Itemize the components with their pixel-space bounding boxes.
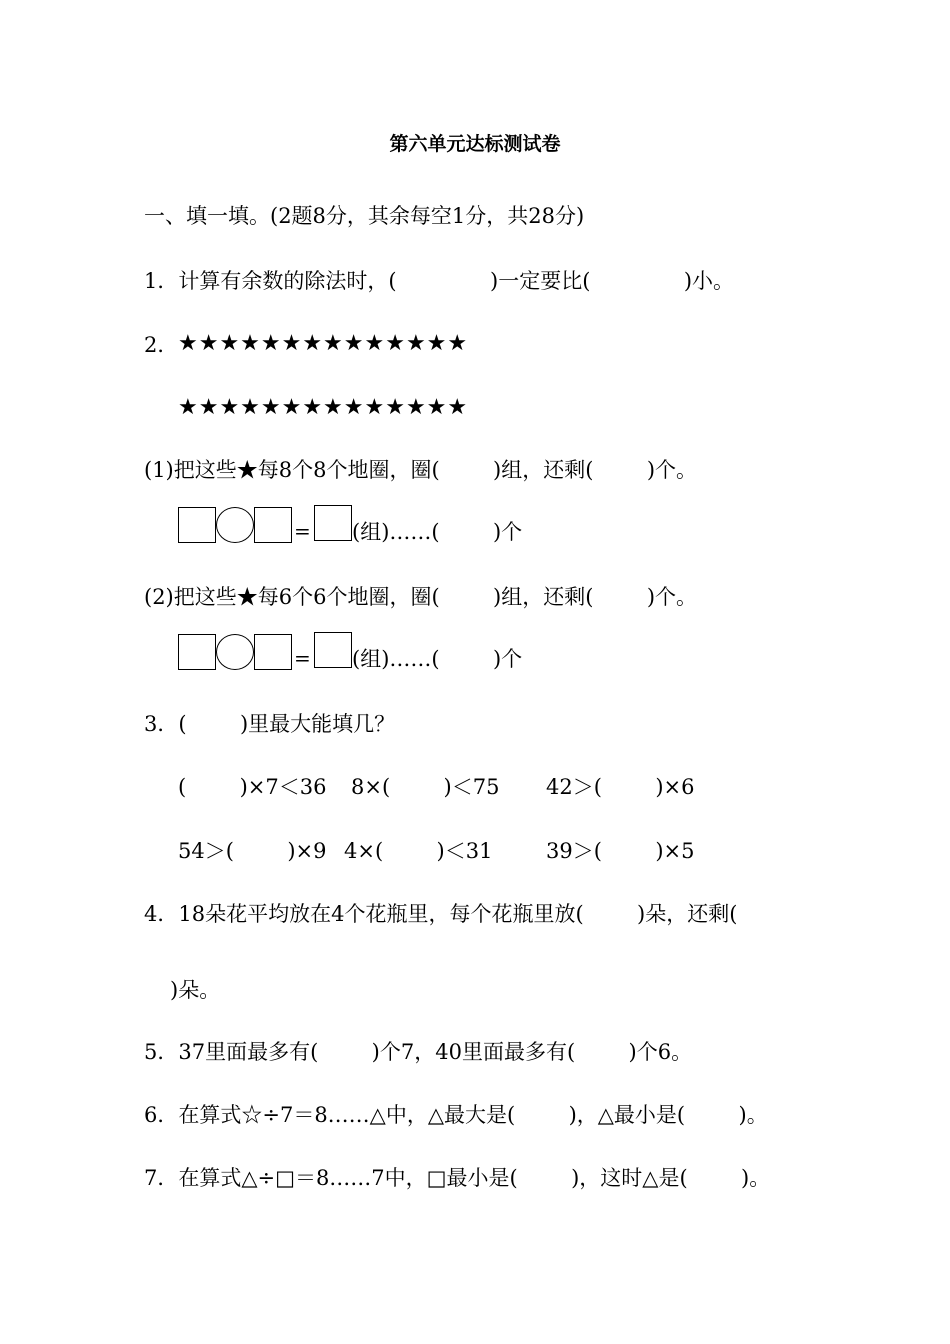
- equation-tail: (组)……( )个: [352, 520, 523, 544]
- question-5: 5．37里面最多有( )个7，40里面最多有( )个6。: [144, 1040, 693, 1064]
- question-2-number: 2．: [144, 333, 179, 357]
- inequality: 8×( )＜75: [351, 775, 500, 799]
- operator-circle[interactable]: [216, 507, 254, 543]
- question-3-stem: 3．( )里最大能填几？: [144, 712, 396, 736]
- inequality: 4×( )＜31: [344, 839, 493, 863]
- operator-circle[interactable]: [216, 634, 254, 670]
- question-2-part-1: (1)把这些★每8个8个地圈，圈( )组，还剩( )个。: [144, 458, 698, 482]
- question-4-line-1: 4．18朵花平均放在4个花瓶里，每个花瓶里放( )朵，还剩(: [144, 902, 738, 926]
- equals-sign: =: [294, 646, 311, 670]
- section-heading: 一、填一填。(2题8分，其余每空1分，共28分): [144, 204, 585, 228]
- answer-box[interactable]: [314, 632, 352, 668]
- page-title: 第六单元达标测试卷: [389, 133, 561, 155]
- answer-box[interactable]: [254, 634, 292, 670]
- stars-row-1: ★★★★★★★★★★★★★★: [178, 331, 469, 356]
- stars-row-2: ★★★★★★★★★★★★★★: [178, 395, 469, 420]
- answer-box[interactable]: [178, 507, 216, 543]
- inequality: 54＞( )×9: [178, 839, 327, 863]
- equals-sign: =: [294, 519, 311, 543]
- question-4-line-2: )朵。: [170, 978, 221, 1002]
- question-7: 7．在算式△÷□＝8……7中，□最小是( )，这时△是( )。: [144, 1166, 771, 1190]
- inequality: ( )×7＜36: [178, 775, 327, 799]
- question-2-part-2: (2)把这些★每6个6个地圈，圈( )组，还剩( )个。: [144, 585, 698, 609]
- answer-box[interactable]: [254, 507, 292, 543]
- answer-box[interactable]: [178, 634, 216, 670]
- inequality: 42＞( )×6: [546, 775, 695, 799]
- equation-tail: (组)……( )个: [352, 647, 523, 671]
- question-1: 1．计算有余数的除法时，( )一定要比( )小。: [144, 269, 735, 293]
- question-6: 6．在算式☆÷7＝8……△中，△最大是( )，△最小是( )。: [144, 1103, 768, 1127]
- inequality: 39＞( )×5: [546, 839, 695, 863]
- answer-box[interactable]: [314, 505, 352, 541]
